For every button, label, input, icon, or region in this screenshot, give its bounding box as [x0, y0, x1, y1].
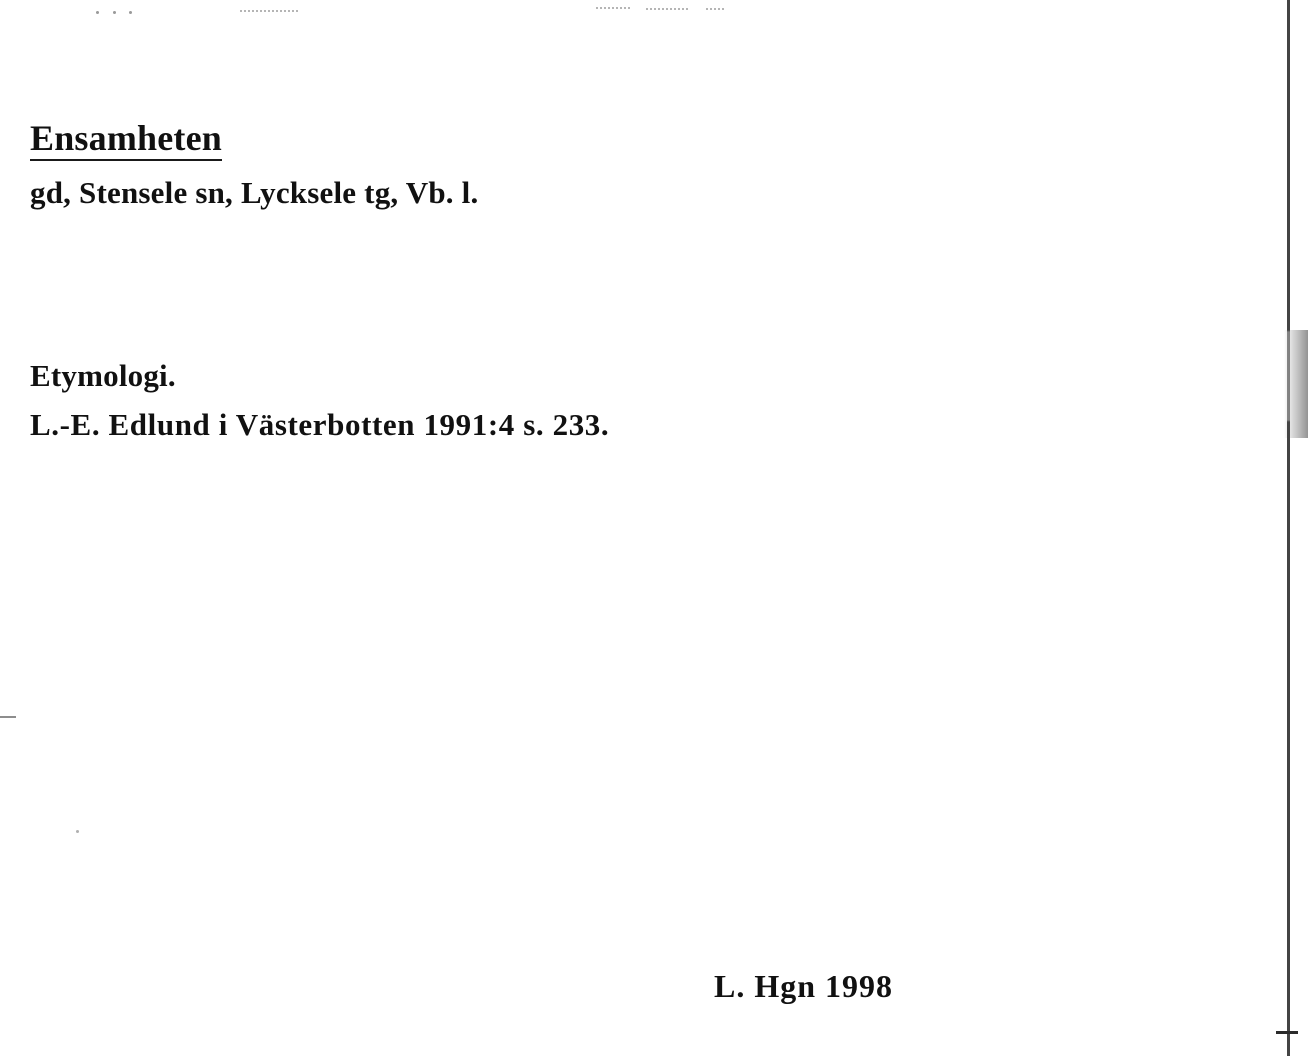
entry-locus: gd, Stensele sn, Lycksele tg, Vb. l.: [30, 175, 479, 211]
dictionary-entry: [30, 118, 1130, 212]
page-edge-smudge: [1284, 330, 1308, 438]
scan-dash-artifact-2: [596, 7, 632, 9]
entry-headword: Ensamheten: [30, 118, 222, 161]
bibliographic-reference: L.-E. Edlund i Västerbotten 1991:4 s. 233.: [30, 406, 610, 442]
scan-dash-artifact-4: [706, 8, 724, 10]
page-edge-shadow: [1287, 0, 1290, 1056]
scan-speck-artifact: [76, 830, 79, 833]
scan-dash-artifact-1: [240, 10, 298, 12]
author-signature: L. Hgn 1998: [714, 968, 894, 1004]
section-title: Etymologi.: [30, 358, 176, 393]
crop-mark-bottom-right: [1276, 1031, 1298, 1034]
scan-dash-artifact-3: [646, 8, 690, 10]
crop-mark-left: [0, 716, 16, 718]
etymology-section: [30, 358, 1130, 443]
scan-dots-artifact: [96, 10, 132, 14]
